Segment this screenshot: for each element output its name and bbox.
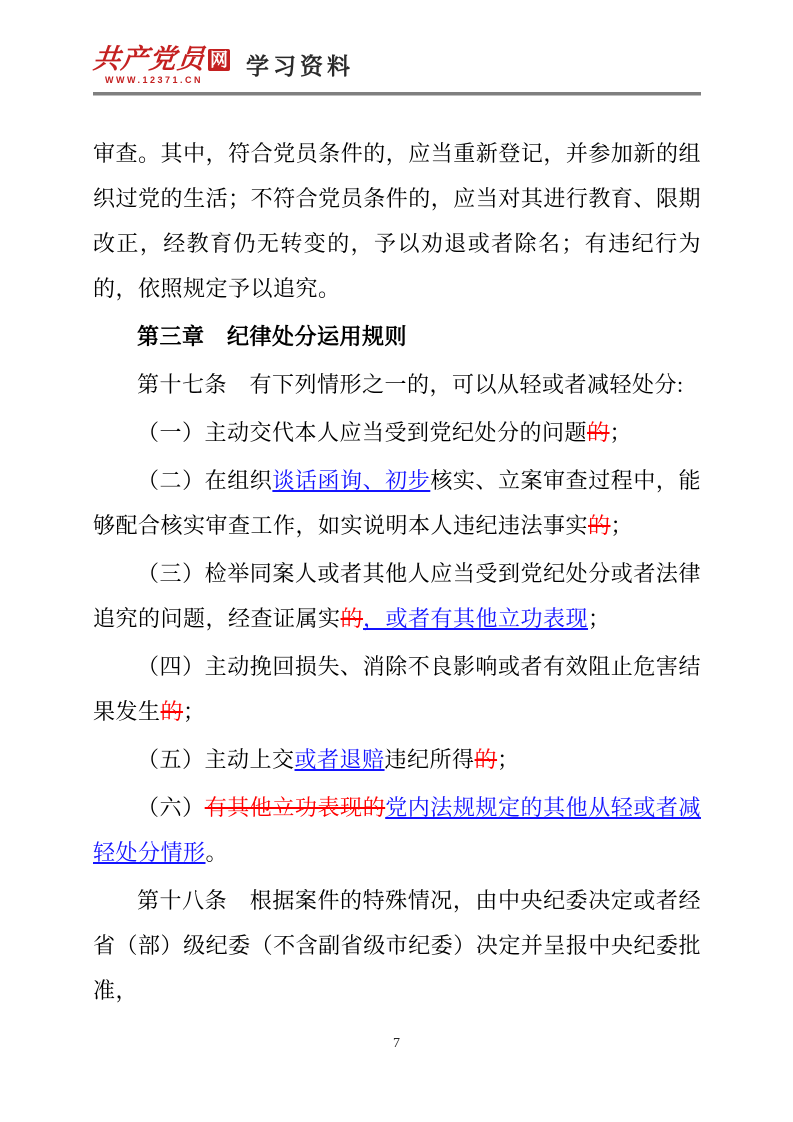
- page-number: 7: [393, 1036, 400, 1051]
- chapter-heading: [93, 314, 701, 359]
- item-2: [93, 458, 701, 548]
- inserted-text: 党内法规规定的其他从轻或者减轻处分情形: [93, 795, 701, 865]
- header-divider: [93, 92, 701, 96]
- deleted-text: 的: [587, 420, 610, 445]
- text-run: （五）主动上交: [137, 747, 295, 772]
- article-18: [93, 878, 701, 1013]
- logo-box-character: 网: [210, 49, 228, 70]
- inserted-text: ，或者有其他立功表现: [363, 606, 589, 631]
- text-run: 第十七条 有下列情形之一的，可以从轻或者减轻处分:: [137, 372, 684, 397]
- text-run: （二）在组织: [137, 468, 273, 493]
- inserted-text: 谈话函询、初步: [272, 468, 431, 493]
- page-footer: [0, 1036, 793, 1052]
- text-run: ；: [609, 420, 633, 445]
- text-run: 第三章 纪律处分运用规则: [137, 324, 408, 349]
- text-run: 审查。其中，符合党员条件的，应当重新登记，并参加新的组织过党的生活；不符合党员条件的，应当对其进行教育、限期改正，经教育仍无转变的，予以劝退或者除名；有违纪行为的，依照规定予以追究。: [93, 141, 701, 301]
- text-run: ；: [183, 699, 206, 724]
- article-17: [93, 362, 701, 407]
- deleted-text: 的: [474, 747, 498, 772]
- deleted-text: 有其他立功表现的: [204, 795, 386, 820]
- text-run: （四）主动挽回损失、消除不良影响或者有效阻止危害结果发生: [93, 654, 701, 724]
- logo-calligraphy-text: 共产党员: [91, 44, 207, 75]
- text-run: 核实、立案审查过程中，能够配合核实审查工作，如实说明本人违纪违法事实: [93, 468, 701, 538]
- item-6: [93, 785, 701, 875]
- header-label: 学习资料: [246, 54, 354, 79]
- logo-brand-row: [93, 46, 230, 73]
- item-3: [93, 551, 701, 641]
- item-4: [93, 644, 701, 734]
- item-1: [93, 410, 701, 455]
- deleted-text: 的: [160, 699, 184, 724]
- logo-site-url: WWW.12371.CN: [105, 75, 204, 85]
- text-run: （三）检举同案人或者其他人应当受到党纪处分或者法律追究的问题，经查证属实: [93, 561, 701, 631]
- site-logo: [93, 46, 230, 85]
- text-run: 第十八条 根据案件的特殊情况，由中央纪委决定或者经省（部）级纪委（不含副省级市纪委）决定并呈报中央纪委批准，: [93, 888, 701, 1003]
- text-run: ；: [588, 606, 611, 631]
- paragraph-continuation: [93, 131, 701, 311]
- inserted-text: 或者退赔: [294, 747, 385, 772]
- text-run: 违纪所得: [384, 747, 475, 772]
- text-run: ；: [497, 747, 520, 772]
- text-run: 。: [205, 840, 229, 865]
- text-run: ；: [610, 513, 634, 538]
- deleted-text: 的: [340, 606, 364, 631]
- document-body: [93, 131, 701, 1013]
- text-run: （一）主动交代本人应当受到党纪处分的问题: [137, 420, 588, 445]
- page-header: [93, 46, 701, 85]
- deleted-text: 的: [588, 513, 611, 538]
- text-run: （六）: [137, 795, 205, 820]
- item-5: [93, 737, 701, 782]
